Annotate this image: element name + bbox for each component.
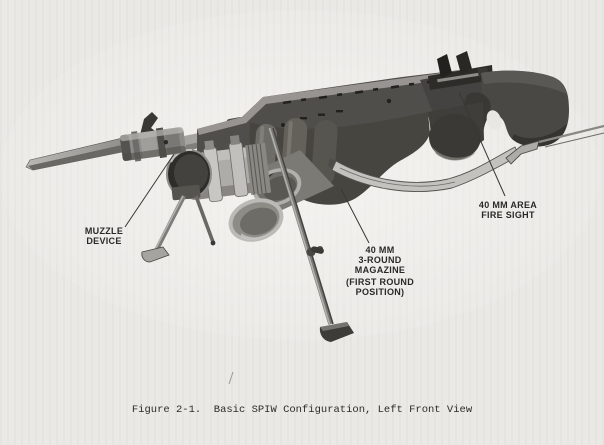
fire-sight-label-line2: FIRE SIGHT — [481, 210, 535, 220]
fire-sight-label — [468, 200, 548, 220]
fire-sight-label-line1: 40 MM AREA — [478, 200, 538, 210]
magazine-label-line1: 40 MM — [365, 245, 395, 255]
muzzle-device-label — [64, 226, 144, 246]
magazine-label-line5: POSITION) — [355, 287, 405, 297]
magazine-label — [338, 245, 422, 297]
magazine-label-line4: (FIRST ROUND — [345, 277, 415, 287]
muzzle-device-label-line1: MUZZLE — [84, 226, 124, 236]
figure-caption: Figure 2-1. Basic SPIW Configuration, Left Front View — [131, 404, 473, 416]
magazine-label-line3: MAGAZINE — [354, 265, 406, 275]
muzzle-device-label-line2: DEVICE — [86, 236, 122, 246]
magazine-label-line2: 3-ROUND — [358, 255, 402, 265]
